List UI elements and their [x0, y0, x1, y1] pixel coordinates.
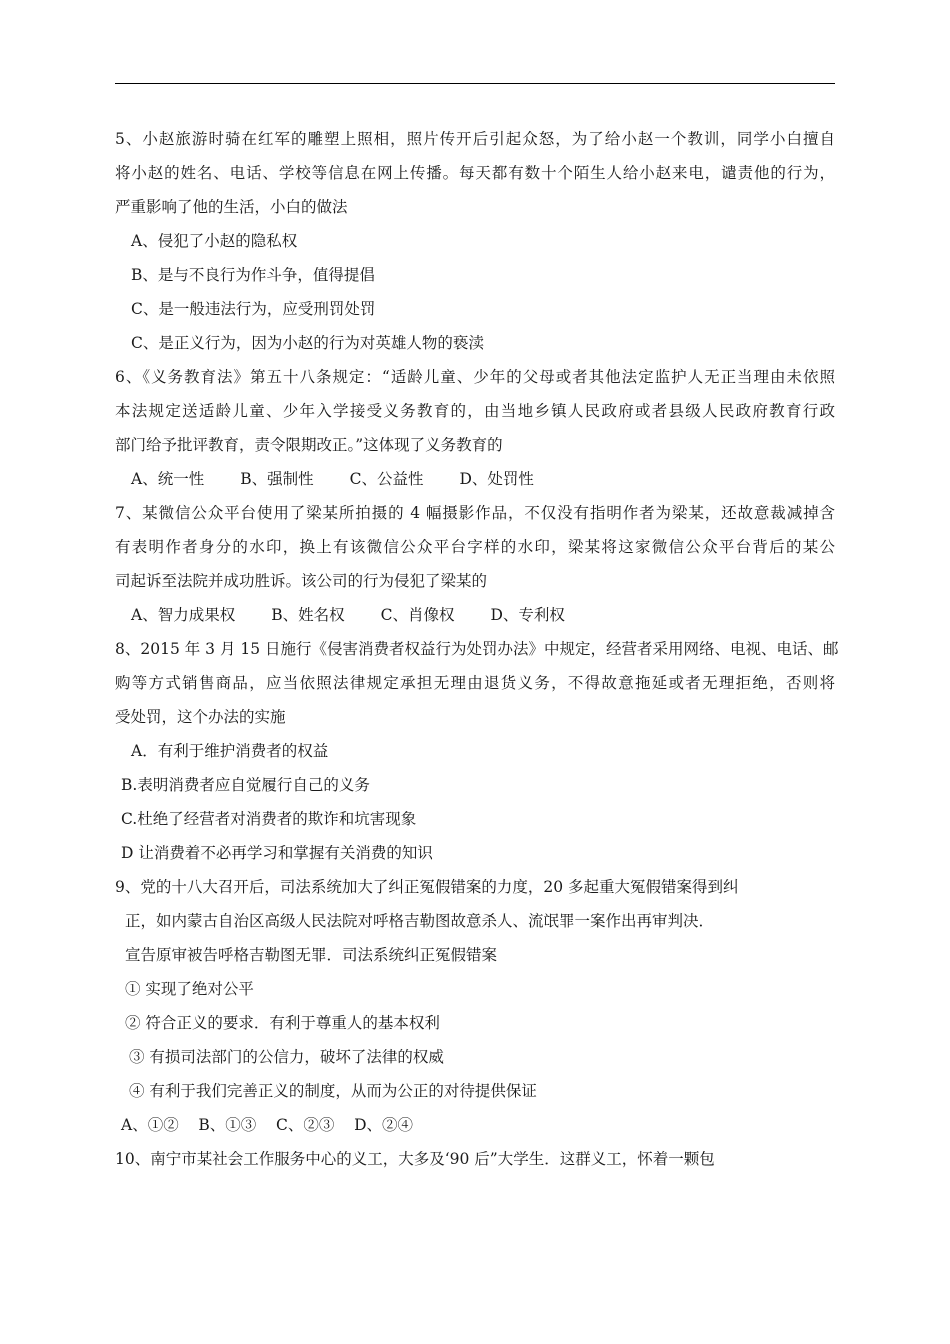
question-text-line: 正，如内蒙古自治区高级人民法院对呼格吉勒图故意杀人、流氓罪一案作出再审判决．	[125, 912, 715, 930]
question-text-line: 宣告原审被告呼格吉勒图无罪．司法系统纠正冤假错案	[125, 946, 498, 964]
answer-option: A、侵犯了小赵的隐私权	[131, 232, 298, 250]
question-text-line: 有表明作者身分的水印，换上有该微信公众平台字样的水印，梁某将这家微信公众平台背后的某公	[115, 538, 835, 556]
question-text-line: 将小赵的姓名、电话、学校等信息在网上传播。每天都有数十个陌生人给小赵来电，谴责他的行为，	[115, 164, 835, 182]
question-9	[115, 870, 835, 1142]
statement-item: ③ 有损司法部门的公信力，破坏了法律的权威	[129, 1048, 444, 1066]
answer-option: B、是与不良行为作斗争，值得提倡	[131, 266, 375, 284]
answer-option: A、统一性	[131, 470, 205, 488]
question-text-line: 8、2015 年 3 月 15 日施行《侵害消费者权益行为处罚办法》中规定，经营者采用网络、电视、电话、邮	[115, 640, 839, 658]
question-6	[115, 360, 835, 496]
question-text-line: 5、小赵旅游时骑在红军的雕塑上照相，照片传开后引起众怒，为了给小赵一个教训，同学小白擅自	[115, 130, 835, 148]
answer-option: A．有利于维护消费者的权益	[131, 742, 329, 760]
question-text-line: 6、《义务教育法》第五十八条规定：“适龄儿童、少年的父母或者其他法定监护人无正当理由未依照	[115, 368, 835, 386]
answer-option: A、智力成果权	[131, 606, 236, 624]
answer-option: C、是一般违法行为，应受刑罚处罚	[131, 300, 376, 318]
statement-item: ① 实现了绝对公平	[125, 980, 254, 998]
answer-options-row: A、①② B、①③ C、②③ D、②④	[121, 1116, 413, 1134]
answer-options-row	[115, 598, 835, 632]
question-text-line: 严重影响了他的生活，小白的做法	[115, 198, 348, 216]
question-text-line: 受处罚，这个办法的实施	[115, 708, 286, 726]
answer-option: D、专利权	[490, 606, 565, 624]
answer-option: D 让消费着不必再学习和掌握有关消费的知识	[121, 844, 433, 862]
answer-option: C、公益性	[349, 470, 424, 488]
question-text-line: 购等方式销售商品，应当依照法律规定承担无理由退货义务，不得故意拖延或者无理拒绝，否则将	[115, 674, 835, 692]
answer-option: B、强制性	[240, 470, 314, 488]
document-body	[115, 122, 839, 1176]
question-8	[115, 632, 839, 870]
answer-option: B、姓名权	[271, 606, 345, 624]
answer-option: B.表明消费者应自觉履行自己的义务	[121, 776, 370, 794]
statement-item: ④ 有利于我们完善正义的制度，从而为公正的对待提供保证	[129, 1082, 537, 1100]
statement-item: ② 符合正义的要求．有利于尊重人的基本权利	[125, 1014, 440, 1032]
question-text-line: 部门给予批评教育，责令限期改正。”这体现了义务教育的	[115, 436, 503, 454]
question-text-line: 本法规定送适龄儿童、少年入学接受义务教育的，由当地乡镇人民政府或者县级人民政府教育行政	[115, 402, 835, 420]
question-7	[115, 496, 835, 632]
answer-option: C、肖像权	[380, 606, 455, 624]
answer-option: C、是正义行为，因为小赵的行为对英雄人物的亵渎	[131, 334, 484, 352]
question-text-line: 7、某微信公众平台使用了梁某所拍摄的 4 幅摄影作品，不仅没有指明作者为梁某，还故意裁减掉含	[115, 504, 835, 522]
question-text-line: 司起诉至法院并成功胜诉。该公司的行为侵犯了梁某的	[115, 572, 488, 590]
question-5	[115, 122, 835, 360]
question-10	[115, 1142, 835, 1176]
answer-option: C.杜绝了经营者对消费者的欺诈和坑害现象	[121, 810, 417, 828]
question-text-line: 9、党的十八大召开后，司法系统加大了纠正冤假错案的力度，20 多起重大冤假错案得到纠	[115, 878, 739, 896]
answer-options-row	[115, 462, 835, 496]
header-rule	[115, 83, 835, 84]
question-text-line: 10、南宁市某社会工作服务中心的义工，大多及‘90 后”大学生．这群义工，怀着一颗包	[115, 1150, 715, 1168]
answer-option: D、处罚性	[459, 470, 534, 488]
